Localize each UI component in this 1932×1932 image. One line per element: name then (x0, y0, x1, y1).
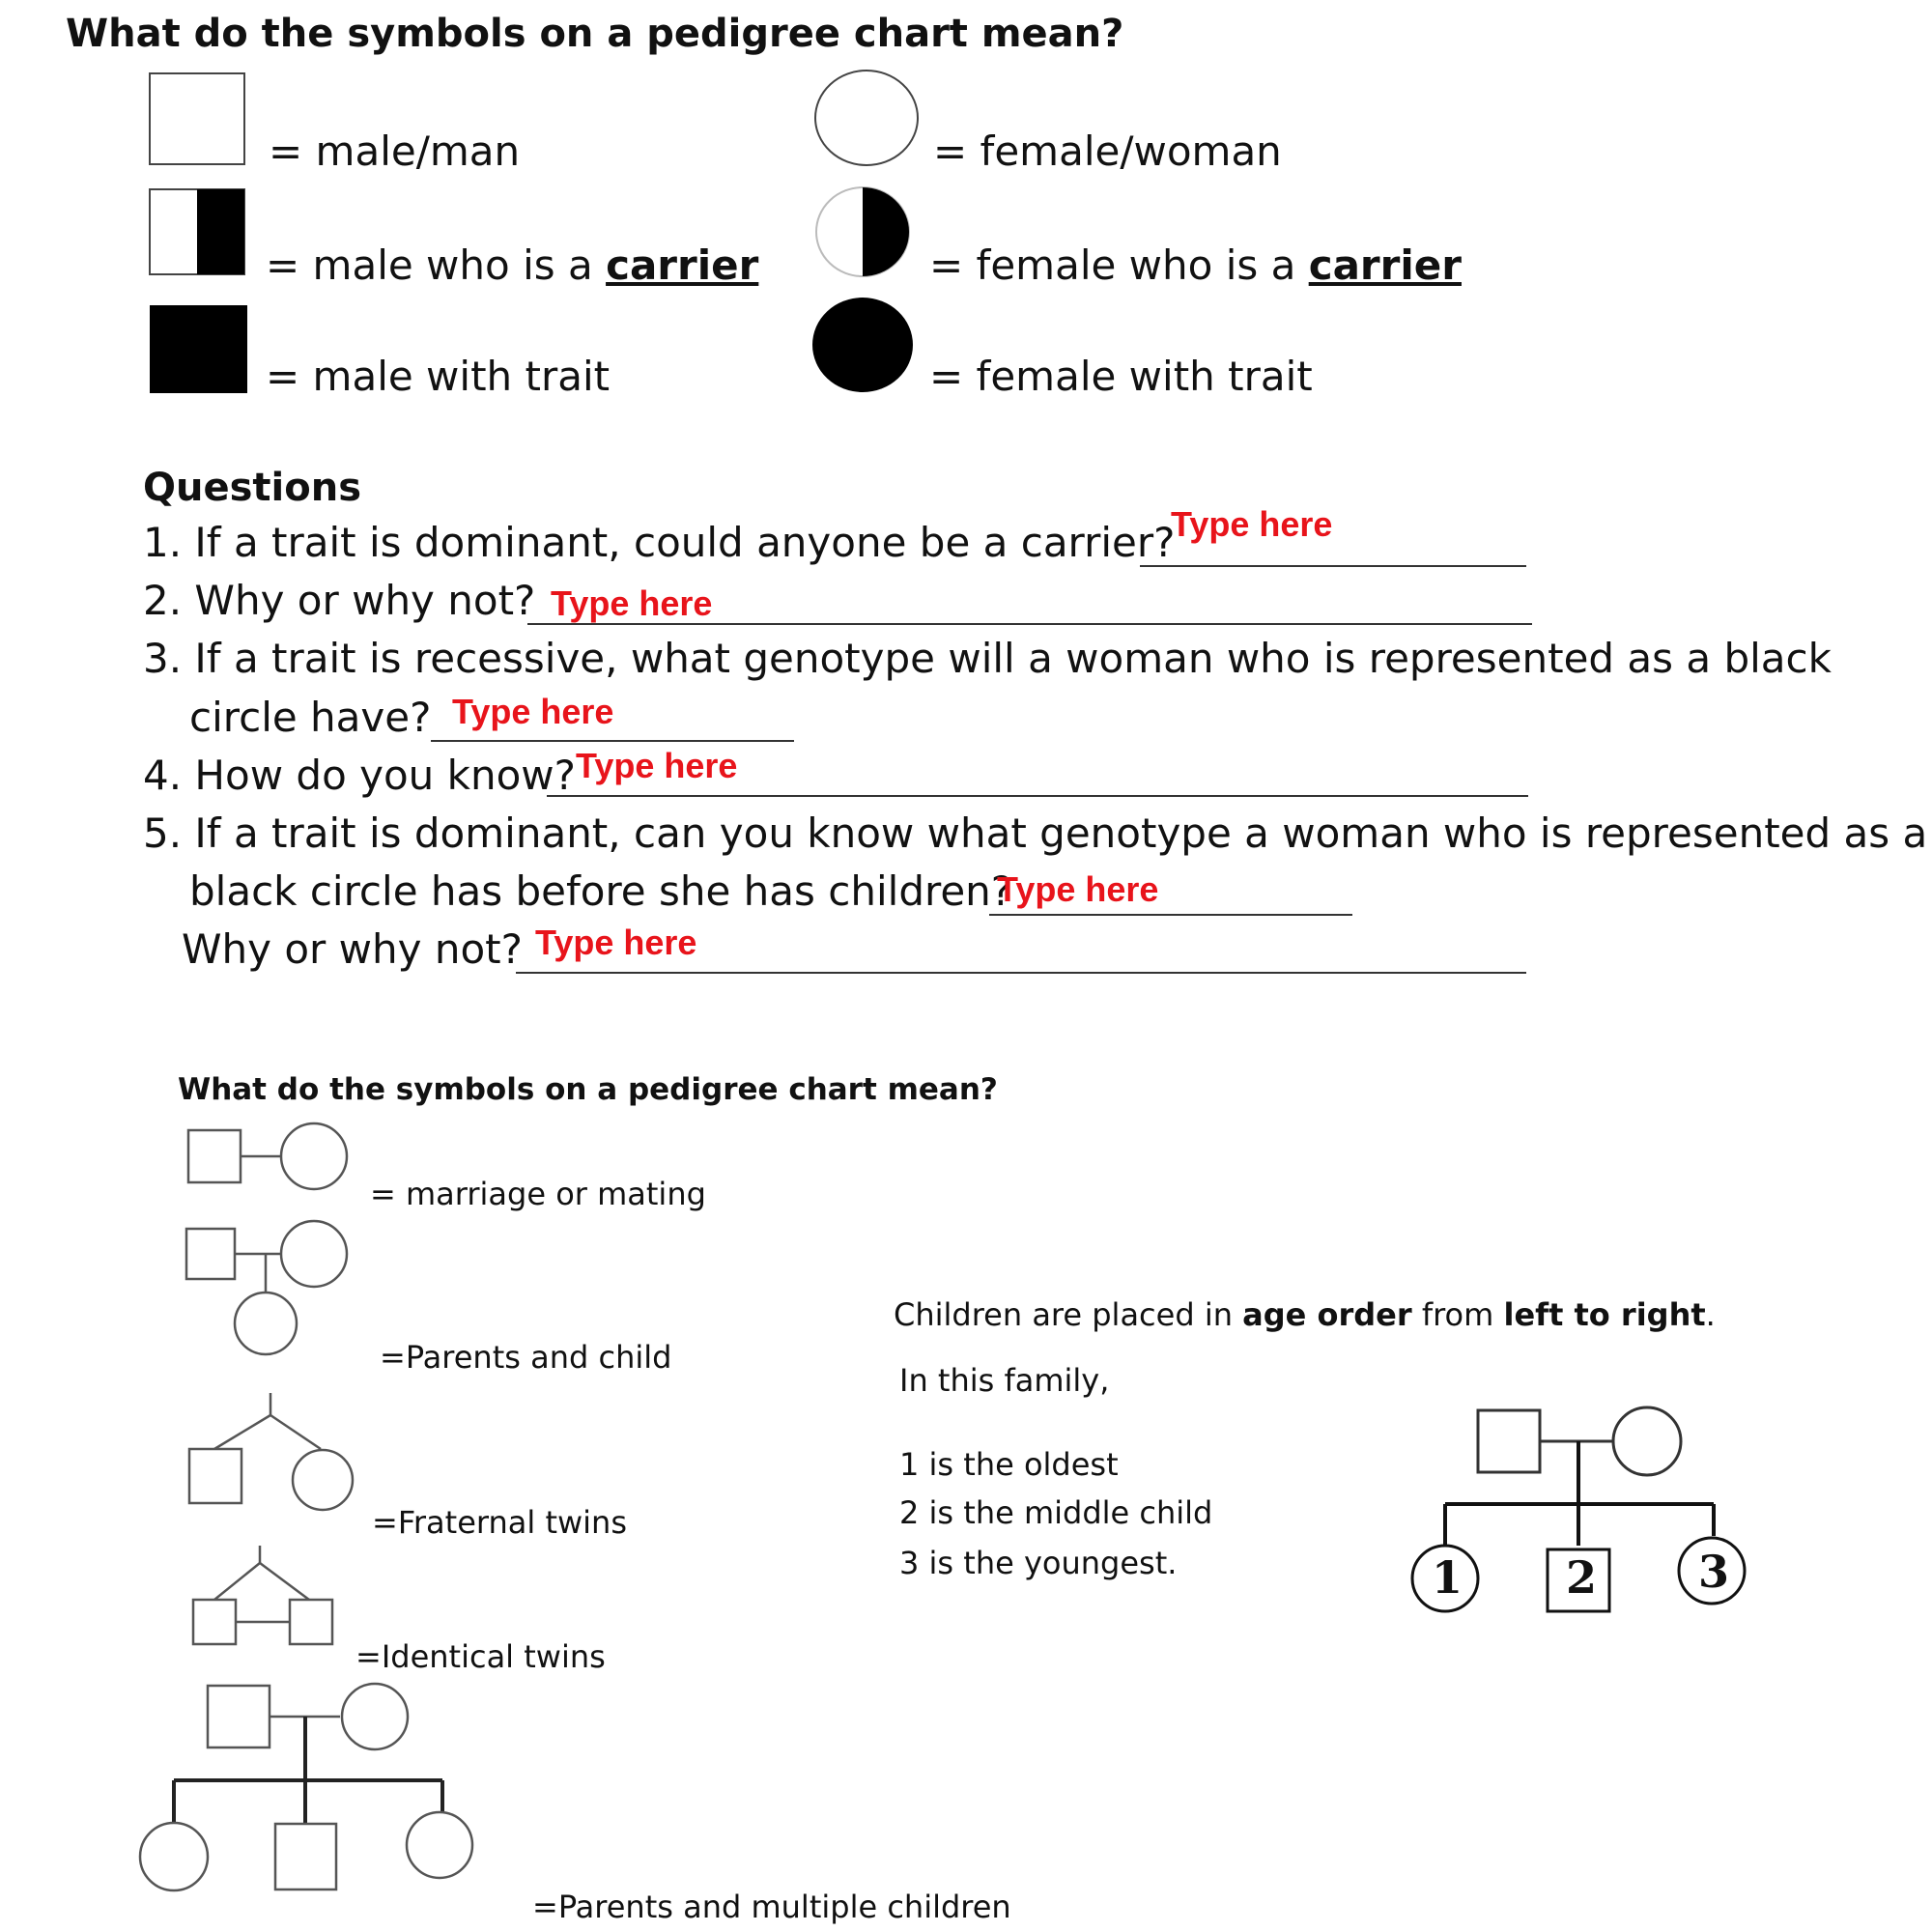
legend-female-label: = female/woman (933, 128, 1282, 175)
fam-mother (1613, 1407, 1681, 1475)
mc-child-1 (140, 1823, 208, 1890)
answer-3-field[interactable]: Type here (452, 692, 614, 731)
fam-child-1-number: 1 (1432, 1551, 1463, 1604)
legend-male-label: = male/man (269, 128, 521, 175)
section2-title: What do the symbols on a pedigree chart mean? (178, 1072, 998, 1107)
answer-5-field[interactable]: Type here (997, 869, 1159, 909)
legend-male-trait-label: = male with trait (266, 353, 611, 400)
question-5-line-1: 5. If a trait is dominant, can you know what genotype a woman who is represented as a (143, 810, 1928, 857)
youngest-note: 3 is the youngest. (899, 1545, 1178, 1581)
ft-female (293, 1450, 353, 1510)
answer-4-field[interactable]: Type here (576, 746, 738, 785)
ft-branch-left (214, 1415, 270, 1449)
pc-male (186, 1229, 235, 1279)
mc-child-3 (407, 1812, 472, 1878)
mc-father (208, 1686, 270, 1747)
it-branch-right (260, 1563, 309, 1600)
ft-branch-right (270, 1415, 321, 1449)
mc-mother (342, 1684, 408, 1749)
middle-note: 2 is the middle child (899, 1494, 1213, 1531)
question-5-line-2: black circle has before she has children? (189, 867, 1013, 915)
question-1: 1. If a trait is dominant, could anyone be a carrier? (143, 519, 1176, 566)
legend-female-carrier-prefix: = female who is a (929, 242, 1309, 289)
answer-6-field[interactable]: Type here (535, 923, 697, 962)
age-order-mid: from (1411, 1296, 1504, 1333)
identical-twins-label: =Identical twins (355, 1638, 606, 1675)
marriage-female (281, 1123, 347, 1189)
question-3-line-1: 3. If a trait is recessive, what genotype will a woman who is represented as a black (143, 635, 1832, 682)
family-intro: In this family, (899, 1362, 1110, 1399)
it-branch-left (214, 1563, 260, 1600)
question-3-line-2: circle have? (189, 694, 432, 741)
questions-heading: Questions (143, 466, 362, 510)
legend-male-carrier-prefix: = male who is a (266, 242, 607, 289)
question-4: 4. How do you know? (143, 752, 576, 799)
it-male-2 (290, 1600, 332, 1644)
pc-child (235, 1293, 297, 1354)
marriage-male (188, 1130, 241, 1182)
pc-female (281, 1221, 347, 1287)
left-to-right-bold: left to right (1503, 1296, 1706, 1333)
parents-child-label: =Parents and child (380, 1339, 672, 1376)
age-order-bold: age order (1242, 1296, 1412, 1333)
multiple-children-label: =Parents and multiple children (532, 1889, 1011, 1925)
question-5-line-3: Why or why not? (182, 925, 523, 973)
ft-male (189, 1449, 242, 1503)
legend-carrier-word: carrier (606, 242, 759, 289)
legend-female-trait-label: = female with trait (929, 353, 1313, 400)
marriage-label: = marriage or mating (370, 1176, 706, 1212)
fam-father (1478, 1410, 1540, 1472)
fam-child-2-number: 2 (1566, 1551, 1598, 1604)
page-title: What do the symbols on a pedigree chart mean? (66, 12, 1124, 56)
answer-2-field[interactable]: Type here (551, 583, 713, 623)
age-order-end: . (1705, 1296, 1716, 1333)
legend-carrier-word: carrier (1308, 242, 1462, 289)
age-order-note (894, 1296, 1716, 1333)
mc-child-2 (275, 1824, 336, 1889)
question-2: 2. Why or why not? (143, 577, 536, 624)
it-male-1 (193, 1600, 236, 1644)
fraternal-twins-label: =Fraternal twins (372, 1504, 627, 1541)
oldest-note: 1 is the oldest (899, 1446, 1119, 1483)
answer-1-field[interactable]: Type here (1171, 504, 1333, 544)
age-order-prefix: Children are placed in (894, 1296, 1243, 1333)
fam-child-3-number: 3 (1698, 1546, 1730, 1598)
